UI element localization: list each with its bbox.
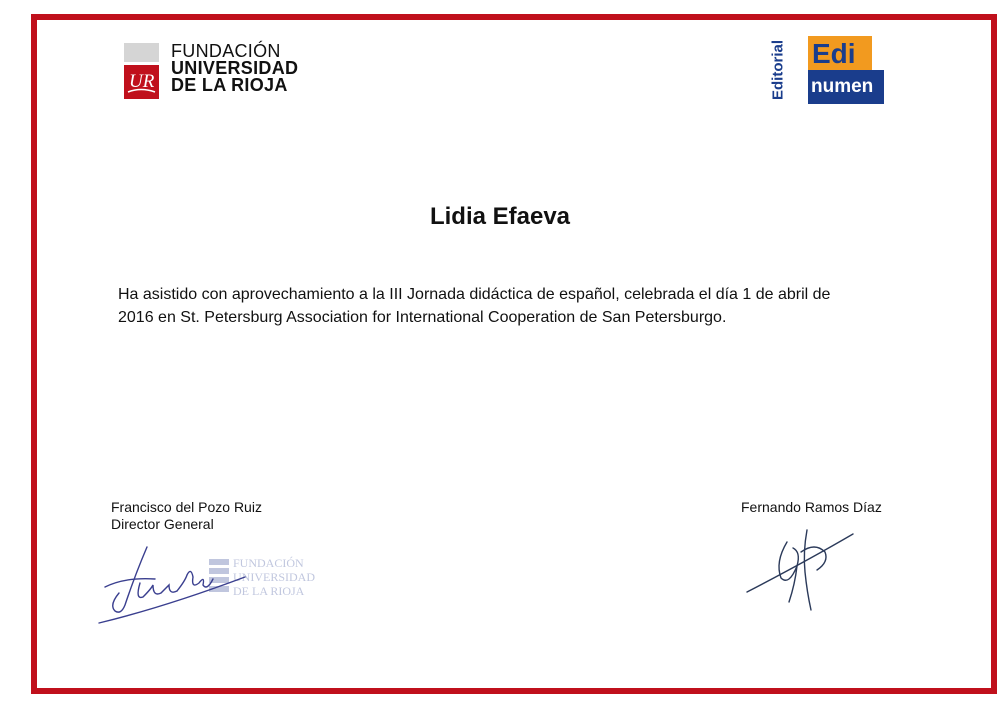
stamp-line-1: FUNDACIÓN — [233, 556, 304, 570]
fundacion-stamp — [209, 556, 315, 598]
svg-text:UR: UR — [129, 71, 155, 92]
certificate-text-line-2: 2016 en St. Petersburg Association for International Cooperation de San Petersburgo. — [118, 309, 727, 326]
certificate-text-line-1: Ha asistido con aprovechamiento a la III Jornada didáctica de español, celebrada el día 1 de abril de — [118, 286, 831, 303]
right-signatory — [741, 499, 882, 516]
left-signatory — [111, 499, 262, 533]
recipient-name: Lidia Efaeva — [429, 203, 571, 230]
signature-francisco — [99, 547, 245, 623]
logo-line-fundacion: FUNDACIÓN — [171, 41, 281, 61]
stamp-line-2: UNIVERSIDAD — [233, 570, 315, 584]
right-signatory-name: Fernando Ramos Díaz — [741, 499, 882, 515]
left-signatory-title: Director General — [111, 516, 214, 532]
logo-line-de-la-rioja: DE LA RIOJA — [171, 75, 288, 95]
logo-numen-text: numen — [811, 76, 874, 97]
left-signatory-name: Francisco del Pozo Ruiz — [111, 499, 262, 515]
logo-line-universidad: UNIVERSIDAD — [171, 58, 299, 78]
editorial-edinumen-logo — [766, 34, 886, 109]
right-signature-fernando — [745, 522, 865, 617]
logo-editorial-text: Editorial — [769, 39, 787, 101]
ur-emblem — [124, 43, 159, 99]
fundacion-universidad-rioja-logo — [124, 43, 324, 103]
logo-edi-text: Edi — [812, 38, 856, 69]
certificate-text — [118, 283, 918, 329]
stamp-line-3: DE LA RIOJA — [233, 584, 305, 598]
left-signature-and-stamp — [95, 545, 325, 630]
